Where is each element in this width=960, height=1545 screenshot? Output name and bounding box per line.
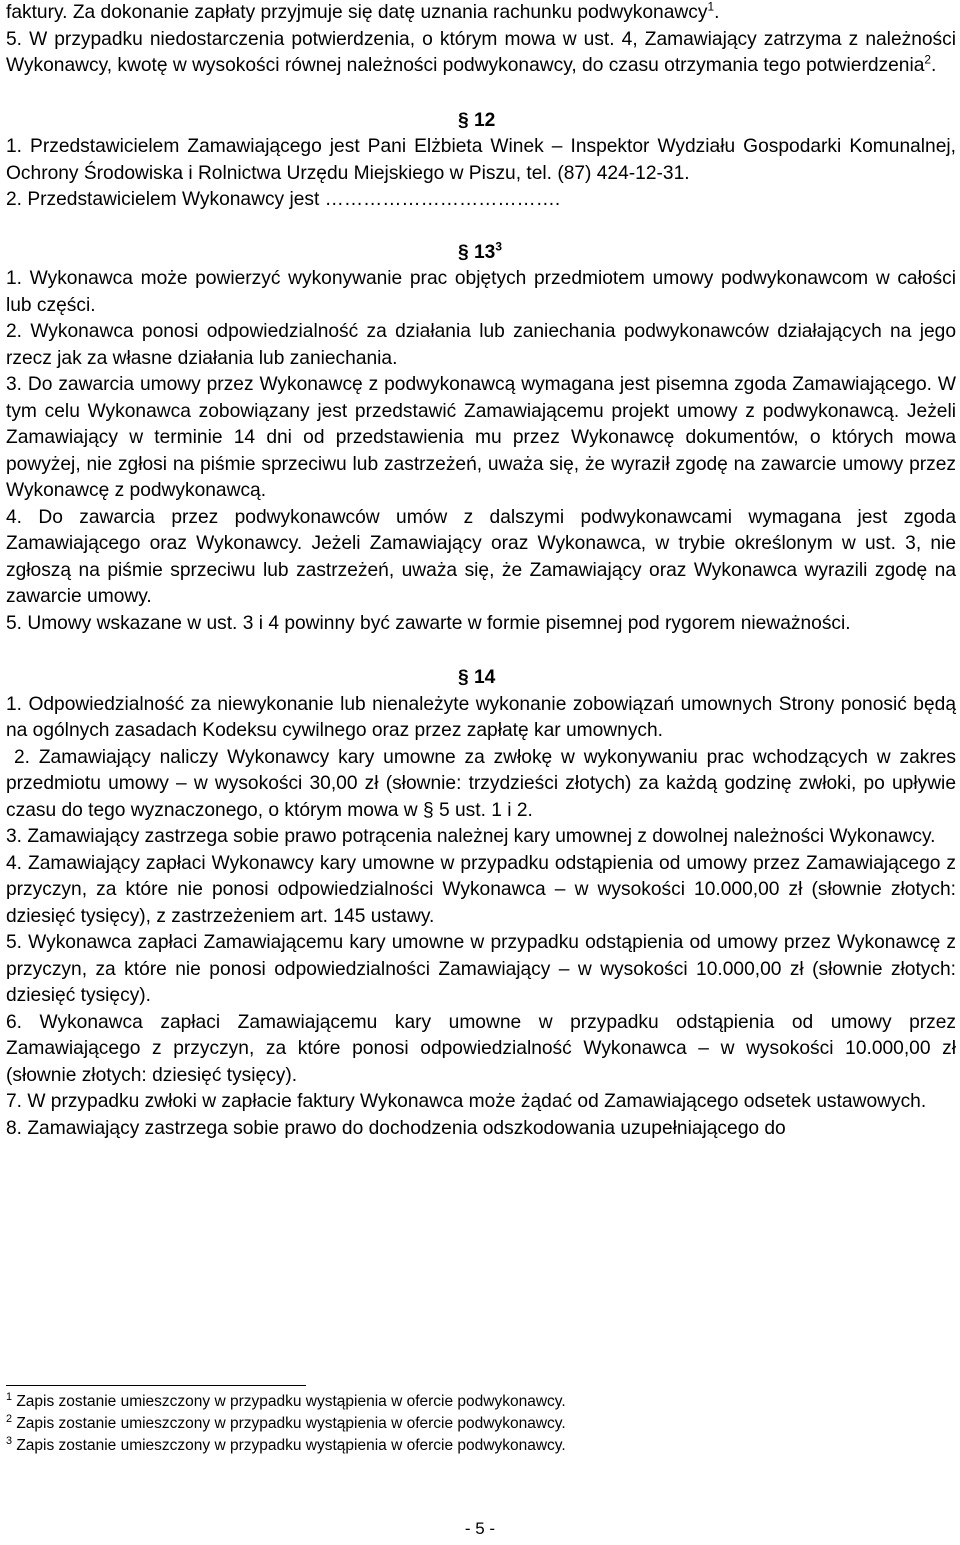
footnote-text: Zapis zostanie umieszczony w przypadku wystąpienia w ofercie podwykonawcy. — [12, 1437, 566, 1454]
footnote-ref[interactable]: 3 — [495, 239, 502, 254]
section-heading-12 — [6, 108, 956, 135]
paragraph: 1. Przedstawicielem Zamawiającego jest Pani Elżbieta Winek – Inspektor Wydziału Gospodarki Komunalnej, Ochrony Środowiska i Rolnictwa Urzędu Miejskiego w Piszu, tel. (87) 424-12-31. — [6, 136, 956, 184]
footnote-mark: 3 — [6, 1434, 13, 1447]
paragraph: 5. Wykonawca zapłaci Zamawiającemu kary umowne w przypadku odstąpienia od umowy przez Wykonawcę z przyczyn, za które nie ponosi odpowiedzialności Zamawiający – w wysokości 10.000,00 zł (słownie złotych: dziesięć tysięcy). — [6, 932, 956, 1006]
section-symbol: § — [458, 241, 469, 263]
paragraph: 1. Odpowiedzialność za niewykonanie lub nienależyte wykonanie zobowiązań umownych Strony ponosić będą na ogólnych zasadach Kodeksu cywilnego oraz przez zapłatę kar umownych. — [6, 693, 956, 741]
paragraph: 2. Zamawiający naliczy Wykonawcy kary umowne za zwłokę w wykonywaniu prac wchodzących w zakres przedmiotu umowy – w wysokości 30,00 zł (słownie: trzydzieści złotych) za każdą godzinę zwłoki, po upływie czasu do tego wyznaczonego, o którym mowa w § 5 ust. 1 i 2. — [6, 746, 956, 821]
footnote-mark: 1 — [6, 1390, 13, 1403]
footnote-text: Zapis zostanie umieszczony w przypadku wystąpienia w ofercie podwykonawcy. — [12, 1393, 566, 1410]
paragraph: 8. Zamawiający zastrzega sobie prawo do dochodzenia odszkodowania uzupełniającego do — [6, 1117, 786, 1139]
footnote-ref[interactable]: 2 — [924, 52, 932, 67]
section-number: 12 — [474, 109, 496, 131]
footnote — [6, 1414, 946, 1434]
paragraph-text: . — [931, 55, 937, 76]
section-number: 13 — [474, 241, 496, 263]
footnote-text: Zapis zostanie umieszczony w przypadku wystąpienia w ofercie podwykonawcy. — [12, 1415, 566, 1432]
document-body — [6, 0, 956, 1142]
section-symbol: § — [458, 109, 469, 131]
footnote — [6, 1436, 946, 1456]
spacer — [6, 214, 956, 240]
footnote-mark: 2 — [6, 1412, 13, 1425]
paragraph: 4. Do zawarcia przez podwykonawców umów z dalszymi podwykonawcami wymagana jest zgoda Zamawiającego oraz Wykonawcy. Jeżeli Zamawiający oraz Wykonawca, w trybie określonym w ust. 3, nie zgłoszą na piśmie sprzeciwu lub zastrzeżeń, uważa się, że Zamawiający oraz Wykonawca wyrazili zgodę na zawarcie umowy. — [6, 506, 956, 607]
section-heading-13 — [6, 240, 956, 267]
paragraph-text: 5. W przypadku niedostarczenia potwierdzenia, o którym mowa w ust. 4, Zamawiający zatrzyma z należności Wykonawcy, kwotę w wysokości równej należności podwykonawcy, do czasu otrzymania tego potwierdzenia — [6, 28, 956, 76]
paragraph: 3. Zamawiający zastrzega sobie prawo potrącenia należnej kary umownej z dowolnej należności Wykonawcy. — [6, 826, 936, 847]
paragraph: 3. Do zawarcia umowy przez Wykonawcę z podwykonawcą wymagana jest pisemna zgoda Zamawiającego. W tym celu Wykonawca zobowiązany jest przedstawić Zamawiającemu projekt umowy z podwykonawcą. Jeżeli Zamawiający w terminie 14 dni od przedstawienia mu przez Wykonawcę dokumentów, o których mowa powyżej, nie zgłosi na piśmie sprzeciwu lub zastrzeżeń, uważa się, że wyraził zgodę na zawarcie umowy przez Wykonawcę z podwykonawcą. — [6, 374, 956, 501]
footnote — [6, 1392, 946, 1412]
section-symbol: § — [458, 667, 469, 688]
paragraph-text: . — [714, 2, 720, 23]
section-heading-14 — [6, 665, 956, 692]
paragraph: 1. Wykonawca może powierzyć wykonywanie prac objętych przedmiotem umowy podwykonawcom w całości lub części. — [6, 268, 956, 316]
footnote-separator — [6, 1385, 306, 1386]
paragraph: 7. W przypadku zwłoki w zapłacie faktury Wykonawca może żądać od Zamawiającego odsetek ustawowych. — [6, 1091, 927, 1112]
paragraph: 5. Umowy wskazane w ust. 3 i 4 powinny być zawarte w formie pisemnej pod rygorem nieważności. — [6, 612, 851, 634]
spacer — [6, 637, 956, 665]
paragraph: 2. Przedstawicielem Wykonawcy jest ………………………………. — [6, 189, 561, 210]
paragraph — [6, 27, 956, 80]
paragraph-text: faktury. Za dokonanie zapłaty przyjmuje się datę uznania rachunku podwykonawcy — [6, 2, 708, 23]
section-number: 14 — [474, 667, 496, 688]
paragraph — [6, 0, 956, 27]
spacer — [6, 80, 956, 108]
footnote-ref[interactable]: 1 — [707, 0, 715, 14]
page-number: - 5 - — [464, 1519, 496, 1538]
paragraph: 2. Wykonawca ponosi odpowiedzialność za działania lub zaniechania podwykonawców działających na jego rzecz jak za własne działania lub zaniechania. — [6, 321, 956, 369]
footnotes — [6, 1392, 946, 1458]
paragraph: 4. Zamawiający zapłaci Wykonawcy kary umowne w przypadku odstąpienia od umowy przez Zamawiającego z przyczyn, za które nie ponosi odpowiedzialności Wykonawca – w wysokości 10.000,00 zł (słownie złotych: dziesięć tysięcy), z zastrzeżeniem art. 145 ustawy. — [6, 852, 956, 927]
paragraph: 6. Wykonawca zapłaci Zamawiającemu kary umowne w przypadku odstąpienia od umowy przez Zamawiającego z przyczyn, za które ponosi odpowiedzialność Wykonawca – w wysokości 10.000,00 zł (słownie złotych: dziesięć tysięcy). — [6, 1011, 956, 1086]
